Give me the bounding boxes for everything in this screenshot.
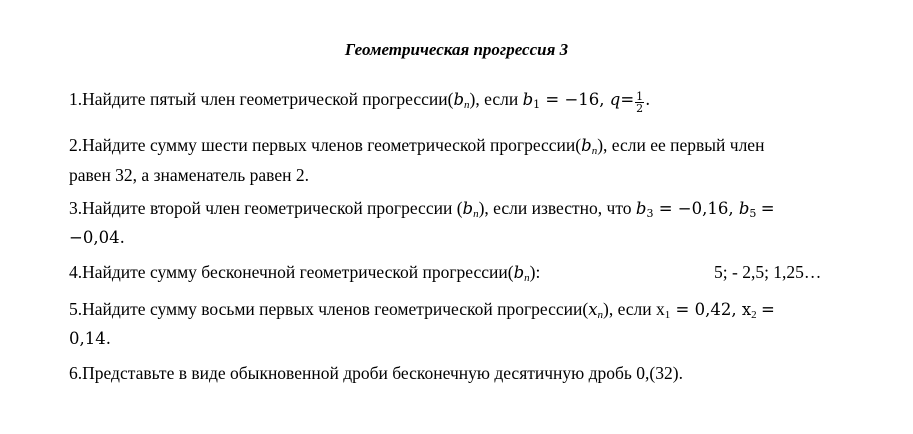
worksheet-title: Геометрическая прогрессия 3	[344, 40, 569, 59]
problem-3-line-1: 3.Найдите второй член геометрической прогрессии $(b_n)$, если известно, что b3 = −0,16, b5 =	[69, 198, 775, 220]
problem-2-line-1: 2.Найдите сумму шести первых членов геометрической $прогрессии(b_n)$, если ее первый член	[69, 135, 765, 157]
problem-4-sequence: 5; - 2,5; 1,25…	[714, 262, 822, 282]
problem-1	[69, 87, 884, 117]
problem-1-condition: b1 = −16, q= $\frac{1}{2}$ .	[522, 90, 651, 115]
problem-4-text: 4.Найдите сумму бесконечной геометрической прогрессии(	[69, 262, 514, 282]
problem-2-line-2: равен 32, а знаменатель равен 2.	[69, 165, 309, 185]
problem-6	[69, 361, 884, 385]
problem-5-line-1: 5.Найдите сумму восьми первых членов геометрической $прогрессии(x_n)$, если x1 = 0,42, x2 =	[69, 299, 775, 321]
problem-6-text: 6.Представьте в виде обыкновенной дроби бесконечную десятичную дробь 0,(32).	[69, 363, 683, 383]
problem-5	[69, 297, 884, 351]
problem-1-var-b: b	[453, 90, 465, 109]
problem-3	[69, 196, 884, 250]
problem-1-text: 1.Найдите пятый член геометрической прогрессии(	[69, 89, 454, 109]
problem-1-fraction: $\frac{1}{2}$	[636, 90, 644, 115]
problem-4: 4.Найдите сумму бесконечной геометрической $прогрессии(b_n)$: 5; - 2,5; 1,25…	[69, 262, 822, 284]
problem-5-line-2: 0,14.	[69, 329, 111, 348]
problem-2	[69, 133, 884, 187]
problem-1-sub-n: n	[464, 99, 470, 111]
problem-1-close: ), если	[469, 89, 523, 109]
problem-3-line-2: −0,04.	[69, 228, 125, 247]
